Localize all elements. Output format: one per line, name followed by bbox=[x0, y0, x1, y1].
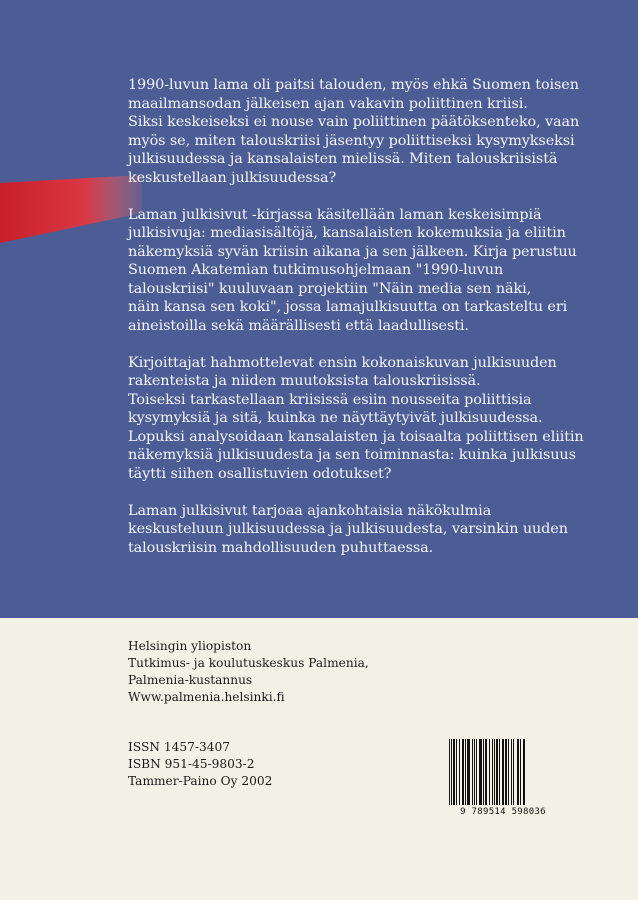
blurb-line: Laman julkisivut -kirjassa käsitellään laman keskeisimpiä bbox=[128, 206, 542, 223]
blurb-line: Lopuksi analysoidaan kansalaisten ja toisaalta poliittisen eliitin bbox=[128, 428, 584, 445]
blurb-line: näin kansa sen koki", jossa lamajulkisuutta on tarkasteltu eri bbox=[128, 299, 568, 315]
publisher-info bbox=[128, 638, 369, 706]
blurb-line: julkisuudessa ja kansalaisten mielissä. Miten talouskriisistä bbox=[128, 151, 558, 167]
blurb-line: näkemyksiä julkisuudesta ja sen toiminnasta: kuinka julkisuus bbox=[128, 447, 576, 463]
blurb-line: Toiseksi tarkastellaan kriisissä esiin nousseita poliittisia bbox=[128, 391, 532, 408]
publisher-imprint: Palmenia-kustannus bbox=[128, 673, 253, 687]
barcode-bar bbox=[525, 739, 526, 805]
blurb-line: rakenteista ja niiden muutoksista talouskriisissä. bbox=[128, 373, 481, 389]
isbn-number: ISBN 951-45-9803-2 bbox=[128, 757, 255, 771]
blurb-paragraph-1 bbox=[128, 76, 598, 187]
blurb-line: kysymyksiä ja sitä, kuinka ne näyttäytyivät julkisuudessa. bbox=[128, 410, 543, 426]
blurb-line: myös se, miten talouskriisi jäsentyy poliittiseksi kysymykseksi bbox=[128, 132, 575, 149]
blurb-line: talouskriisi" kuuluvaan projektiin "Näin media sen näki, bbox=[128, 280, 532, 297]
barcode-bars bbox=[449, 739, 557, 805]
publisher-website: Www.palmenia.helsinki.fi bbox=[128, 690, 285, 704]
blurb-line: maailmansodan jälkeisen ajan vakavin poliittinen kriisi. bbox=[128, 95, 528, 112]
isbn-info bbox=[128, 739, 272, 790]
blurb-paragraph-2 bbox=[128, 206, 598, 336]
blurb-line: keskustellaan julkisuudessa? bbox=[128, 169, 337, 186]
publisher-name: Helsingin yliopiston bbox=[128, 639, 252, 653]
blurb-line: 1990-luvun lama oli paitsi talouden, myös ehkä Suomen toisen bbox=[128, 77, 579, 93]
blurb-line: täytti siihen osallistuvien odotukset? bbox=[128, 465, 392, 482]
red-ribbon-graphic bbox=[0, 175, 142, 245]
blurb-line: näkemyksiä syvän kriisin aikana ja sen jälkeen. Kirja perustuu bbox=[128, 243, 577, 260]
publisher-unit: Tutkimus- ja koulutuskeskus Palmenia, bbox=[128, 656, 369, 670]
isbn-barcode bbox=[449, 739, 557, 823]
blurb-line: Kirjoittajat hahmottelevat ensin kokonaiskuvan julkisuuden bbox=[128, 354, 557, 371]
blurb-line: aineistoilla sekä määrällisesti että laadullisesti. bbox=[128, 317, 469, 334]
printer-info: Tammer-Paino Oy 2002 bbox=[128, 774, 273, 788]
barcode-digits: 9 789514 598036 bbox=[460, 807, 546, 817]
blurb-paragraph-3 bbox=[128, 354, 598, 484]
blurb-line: Laman julkisivut tarjoaa ajankohtaisia näkökulmia bbox=[128, 502, 492, 519]
blurb-line: Suomen Akatemian tutkimusohjelmaan "1990-luvun bbox=[128, 262, 504, 278]
issn-number: ISSN 1457-3407 bbox=[128, 740, 230, 754]
blurb-line: keskusteluun julkisuudessa ja julkisuudesta, varsinkin uuden bbox=[128, 521, 568, 537]
blurb-line: julkisivuja: mediasisältöjä, kansalaisten kokemuksia ja eliitin bbox=[128, 225, 566, 241]
blurb-line: talouskriisin mahdollisuuden puhuttaessa. bbox=[128, 539, 434, 556]
back-cover-blurb bbox=[128, 76, 598, 576]
blurb-line: Siksi keskeiseksi ei nouse vain poliittinen päätöksenteko, vaan bbox=[128, 114, 580, 130]
blurb-paragraph-4 bbox=[128, 502, 598, 558]
